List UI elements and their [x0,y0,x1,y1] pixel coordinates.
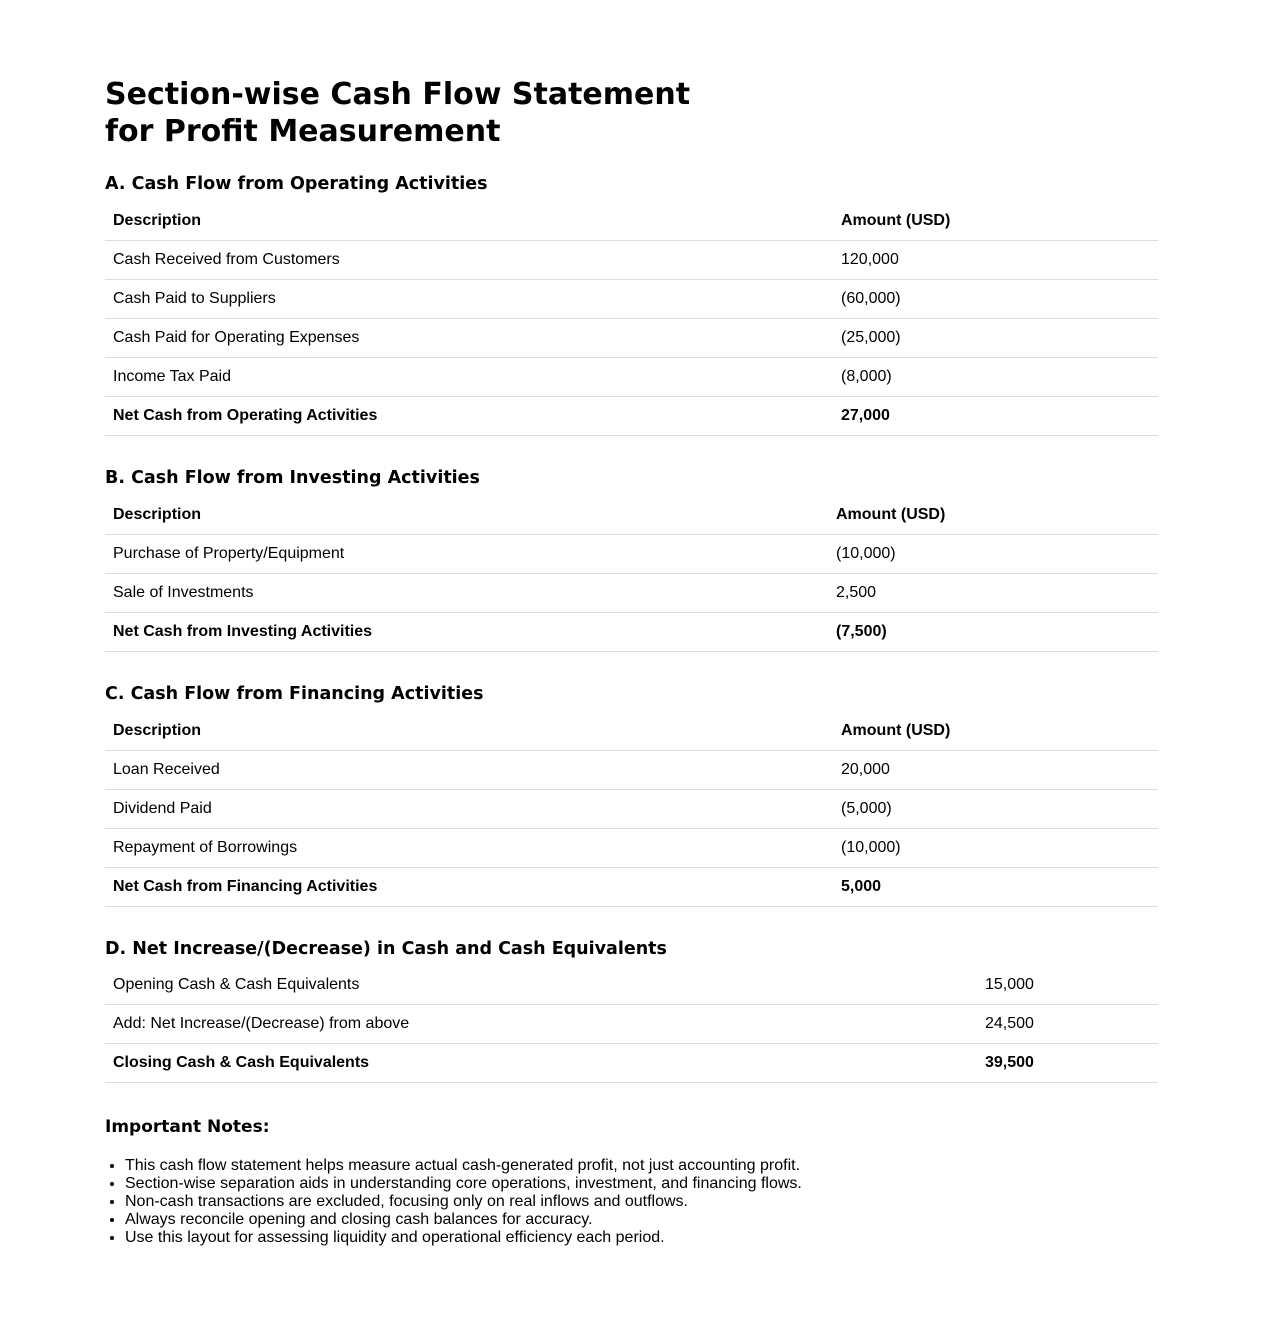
row-label: Purchase of Property/Equipment [105,535,828,574]
total-row [105,1044,1158,1083]
row-label: Dividend Paid [105,790,833,829]
row-label: Cash Received from Customers [105,241,833,280]
operating-table [105,202,1158,436]
row-label: Income Tax Paid [105,358,833,397]
table-row [105,280,1158,319]
amount-header: Amount (USD) [833,202,1158,241]
description-header: Description [105,712,833,751]
financing-section-heading: C. Cash Flow from Financing Activities [105,684,484,704]
table-row [105,241,1158,280]
table-row [105,574,1158,613]
investing-table [105,496,1158,652]
total-label: Closing Cash & Cash Equivalents [105,1044,977,1083]
row-amount: (60,000) [833,280,1158,319]
financing-table [105,712,1158,907]
row-amount: 20,000 [833,751,1158,790]
total-label: Net Cash from Operating Activities [105,397,833,436]
row-label: Cash Paid for Operating Expenses [105,319,833,358]
row-label: Opening Cash & Cash Equivalents [105,966,977,1005]
row-label: Cash Paid to Suppliers [105,280,833,319]
table-row [105,1005,1158,1044]
total-row [105,613,1158,652]
list-item: • Use this layout for assessing liquidity and operational efficiency each period. [125,1229,1158,1247]
total-label: Net Cash from Financing Activities [105,868,833,907]
notes-heading: Important Notes: [105,1117,270,1137]
list-item: • Non-cash transactions are excluded, focusing only on real inflows and outflows. [125,1193,1158,1211]
page-title-line2: for Profit Measurement [105,114,501,149]
operating-section-heading: A. Cash Flow from Operating Activities [105,174,488,194]
description-header: Description [105,496,828,535]
row-amount: (5,000) [833,790,1158,829]
row-label: Loan Received [105,751,833,790]
net-change-section-heading: D. Net Increase/(Decrease) in Cash and Cash Equivalents [105,939,667,959]
row-amount: 120,000 [833,241,1158,280]
list-item: • This cash flow statement helps measure actual cash-generated profit, not just accounting profit. [125,1157,1158,1175]
table-row [105,751,1158,790]
list-item: • Always reconcile opening and closing cash balances for accuracy. [125,1211,1158,1229]
net-change-table [105,966,1158,1083]
table-row [105,966,1158,1005]
total-row [105,397,1158,436]
total-amount: 39,500 [977,1044,1158,1083]
description-header: Description [105,202,833,241]
total-amount: (7,500) [828,613,1158,652]
list-item: • Section-wise separation aids in understanding core operations, investment, and financing flows. [125,1175,1158,1193]
table-row [105,829,1158,868]
total-label: Net Cash from Investing Activities [105,613,828,652]
table-row [105,358,1158,397]
row-label: Repayment of Borrowings [105,829,833,868]
row-label: Add: Net Increase/(Decrease) from above [105,1005,977,1044]
page-title-line1: Section-wise Cash Flow Statement [105,77,691,112]
table-row [105,790,1158,829]
row-amount: 2,500 [828,574,1158,613]
table-header-row [105,712,1158,751]
total-row [105,868,1158,907]
amount-header: Amount (USD) [828,496,1158,535]
row-amount: (8,000) [833,358,1158,397]
amount-header: Amount (USD) [833,712,1158,751]
investing-section-heading: B. Cash Flow from Investing Activities [105,468,480,488]
total-amount: 27,000 [833,397,1158,436]
table-row [105,535,1158,574]
row-label: Sale of Investments [105,574,828,613]
table-row [105,319,1158,358]
row-amount: 15,000 [977,966,1158,1005]
table-header-row [105,496,1158,535]
table-header-row [105,202,1158,241]
row-amount: (10,000) [828,535,1158,574]
page-title [105,76,705,150]
total-amount: 5,000 [833,868,1158,907]
row-amount: 24,500 [977,1005,1158,1044]
row-amount: (25,000) [833,319,1158,358]
notes-list [105,1157,1158,1247]
row-amount: (10,000) [833,829,1158,868]
